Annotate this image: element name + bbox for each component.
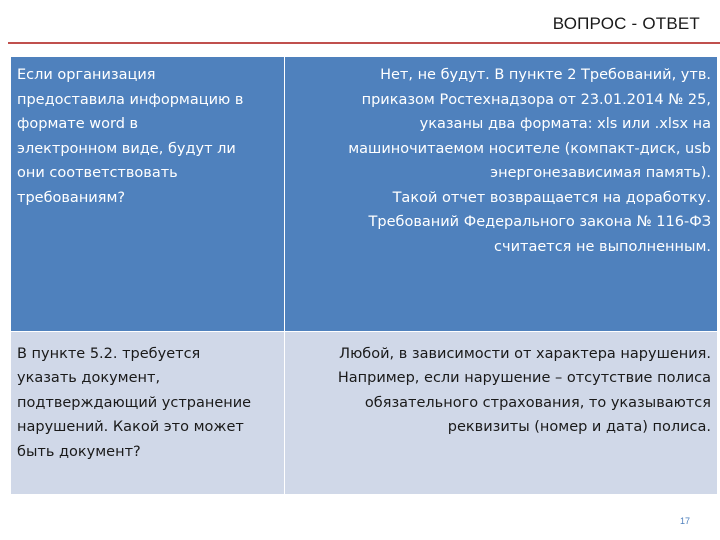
- page-number: 17: [679, 516, 690, 526]
- slide-title: ВОПРОС - ОТВЕТ: [552, 14, 700, 33]
- answer-line: считается не выполненным.: [494, 238, 711, 255]
- answer-line: Нет, не будут. В пункте 2 Требований, утв.: [380, 67, 711, 83]
- answer-line: энергонезависимая память).: [490, 165, 711, 181]
- answer-line: указаны два формата: xls или .xlsx на: [419, 116, 711, 132]
- question-line: формате word в: [17, 116, 139, 132]
- question-line: В пункте 5.2. требуется: [17, 345, 201, 362]
- answer-line: Такой отчет возвращается на доработку.: [392, 189, 711, 206]
- question-line: указать документ,: [17, 370, 161, 386]
- qa-table: [11, 57, 717, 494]
- question-line: электронном виде, будут ли: [17, 140, 236, 157]
- answer-cell: [284, 331, 717, 494]
- question-line: подтверждающий устранение: [17, 394, 252, 411]
- answer-cell: [284, 57, 717, 331]
- question-cell: [11, 57, 284, 331]
- table-row: [11, 331, 717, 494]
- answer-line: реквизиты (номер и дата) полиса.: [447, 419, 711, 435]
- question-line: предоставила информацию в: [17, 91, 244, 108]
- answer-line: приказом Ростехнадзора от 23.01.2014 № 25,: [361, 91, 711, 108]
- answer-line: обязательного страхования, то указываются: [364, 394, 711, 411]
- question-line: требованиям?: [17, 189, 126, 206]
- answer-line: Любой, в зависимости от характера нарушения.: [339, 345, 711, 362]
- question-cell: [11, 331, 284, 494]
- answer-line: Например, если нарушение – отсутствие полиса: [337, 370, 711, 386]
- answer-line: машиночитаемом носителе (компакт-диск, usb: [348, 140, 711, 157]
- answer-line: Требований Федерального закона № 116-ФЗ: [368, 214, 711, 230]
- title-divider: [8, 42, 720, 44]
- question-line: быть документ?: [17, 443, 141, 460]
- question-line: они соответствовать: [17, 165, 178, 181]
- question-line: нарушений. Какой это может: [17, 419, 244, 435]
- question-line: Если организация: [17, 67, 156, 83]
- table-row: [11, 57, 717, 331]
